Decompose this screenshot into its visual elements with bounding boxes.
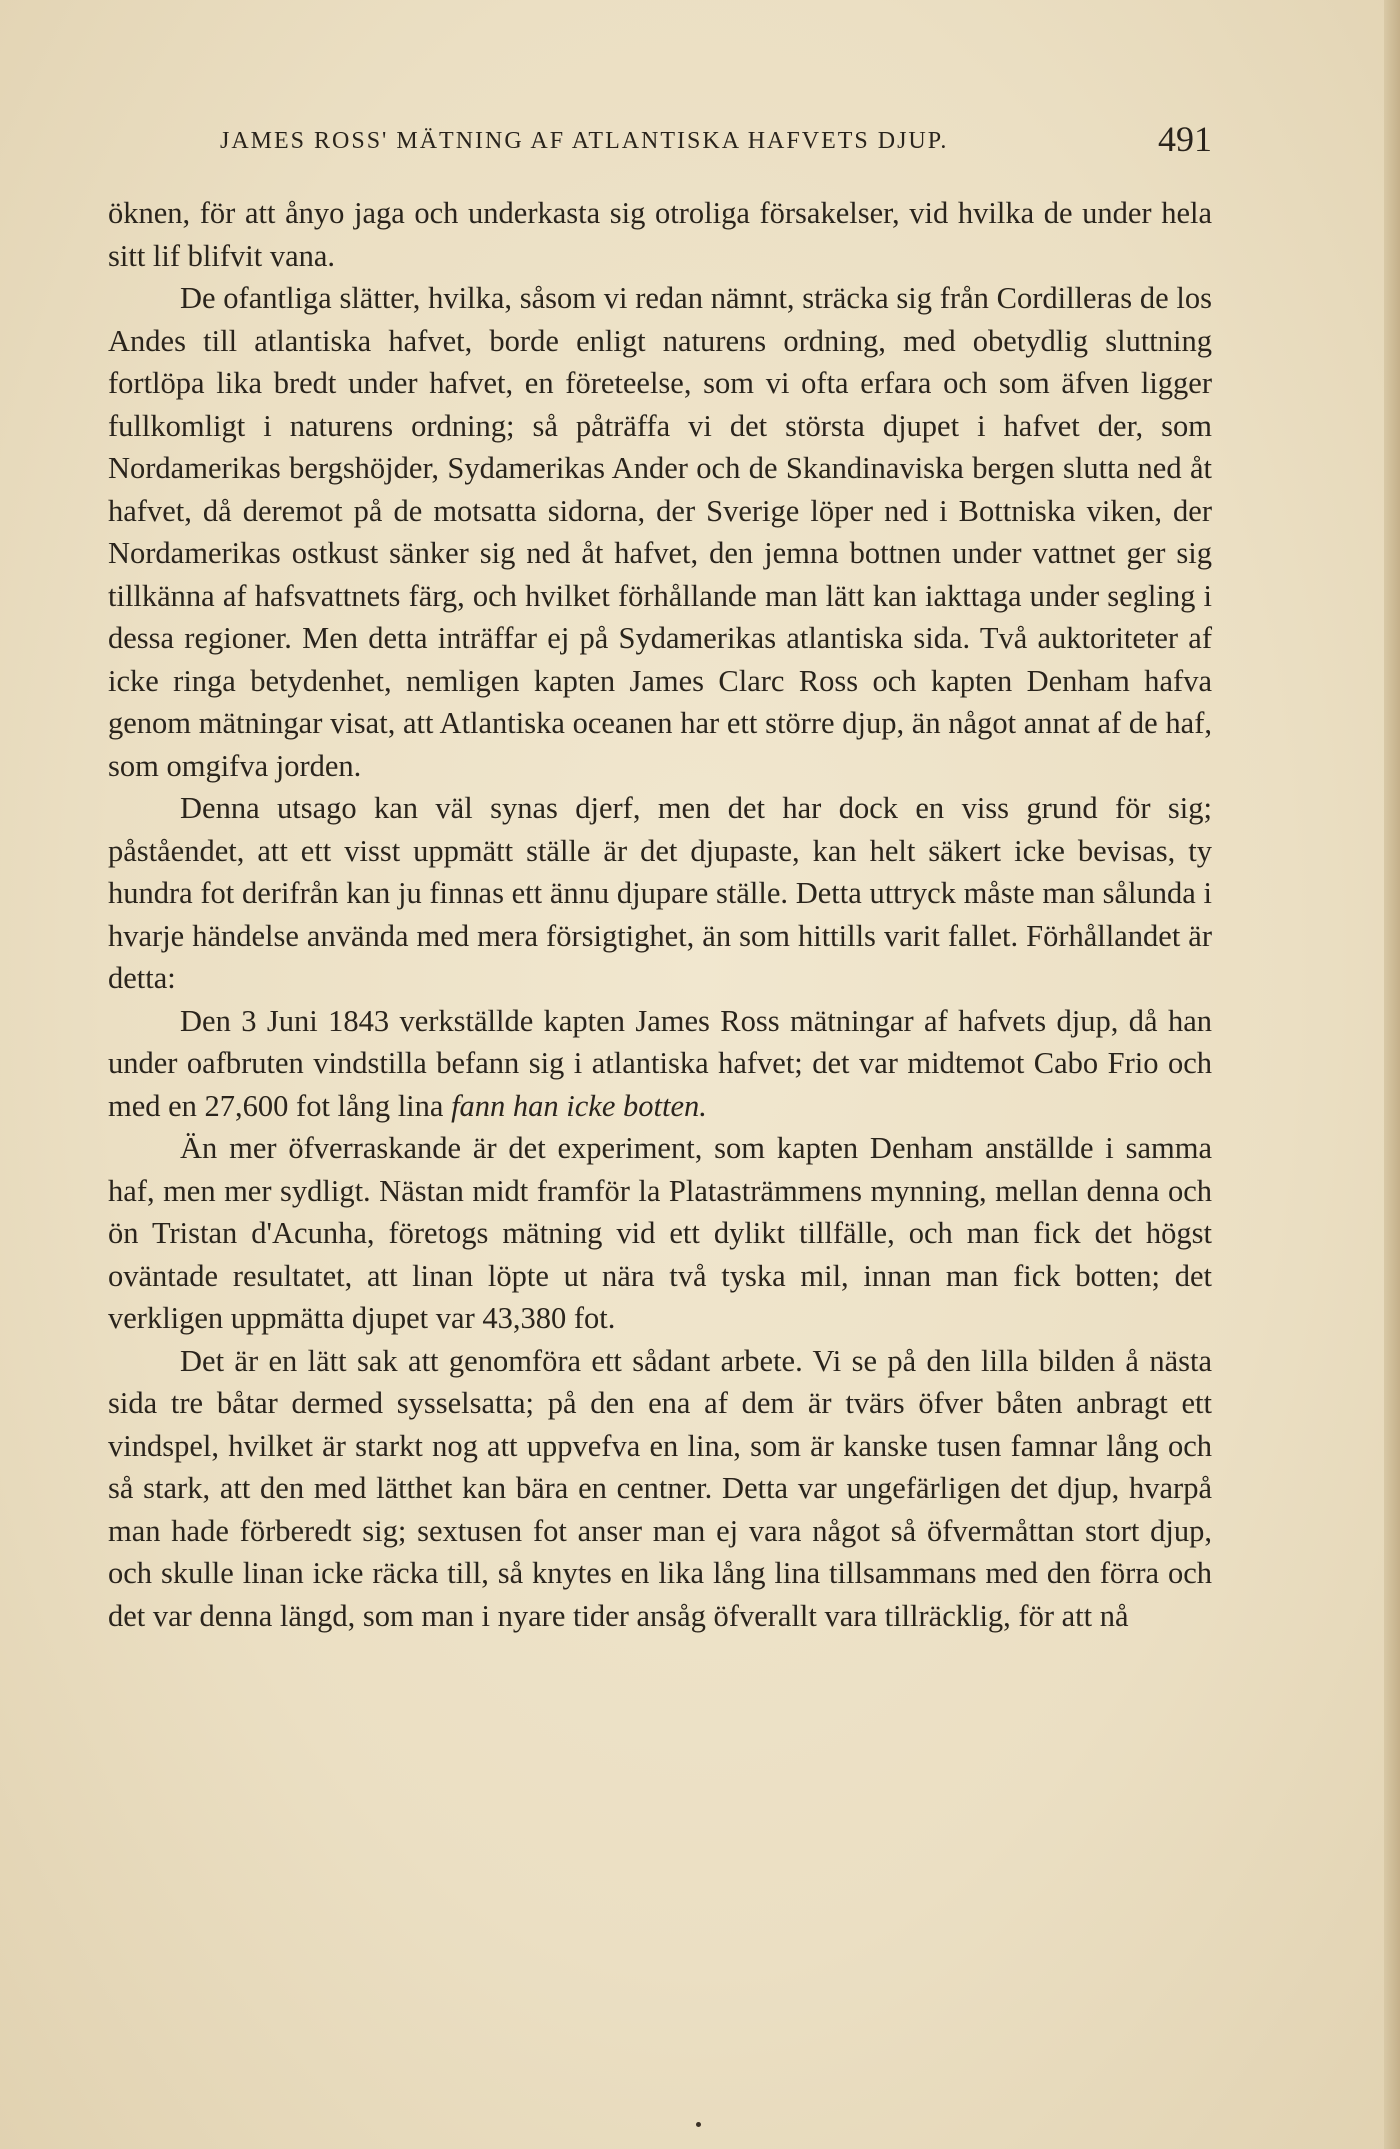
page-number: 491 <box>1158 119 1212 159</box>
body-text <box>108 192 1212 1637</box>
footer-mark <box>696 2122 701 2127</box>
italic-phrase: fann han icke botten. <box>451 1088 707 1123</box>
running-header <box>108 118 1212 168</box>
paragraph-5: Än mer öfverraskande är det experiment, som kapten Denham anställde i samma haf, men mer sydligt. Nästan midt framför la Platasträmmens mynning, mellan denna och ön Tristan d'Acunha, företogs mätning vid ett dylikt tillfälle, och man fick det högst oväntade resultatet, att linan löpte ut nära två tyska mil, innan man fick botten; det verkligen uppmätta djupet var 43,380 fot. <box>108 1131 1212 1335</box>
paragraph-6: Det är en lätt sak att genomföra ett sådant arbete. Vi se på den lilla bilden å nästa sida tre båtar dermed sysselsatta; på den ena af dem är tvärs öfver båten anbragt ett vindspel, hvilket är starkt nog att uppvefva en lina, som är kanske tusen famnar lång och så stark, att den med lätthet kan bära en centner. Detta var ungefärligen det djup, hvarpå man hade förberedt sig; sextusen fot anser man ej vara något så öfvermåttan stort djup, och skulle linan icke räcka till, så knytes en lika lång lina tillsammans med den förra och det var denna längd, som man i nyare tider ansåg öfverallt vara tillräcklig, för att nå <box>108 1343 1212 1633</box>
page-spine-shadow <box>1384 0 1400 2149</box>
paragraph-2: De ofantliga slätter, hvilka, såsom vi redan nämnt, sträcka sig från Cordilleras de los Andes till atlantiska hafvet, borde enligt naturens ordning, med obetydlig sluttning fortlöpa lika bredt under hafvet, en företeelse, som vi ofta erfara och som äfven ligger fullkomligt i naturens ordning; så påträffa vi det största djupet i hafvet der, som Nordamerikas bergshöjder, Sydamerikas Ander och de Skandinaviska bergen slutta ned åt hafvet, då deremot på de motsatta sidorna, der Sverige löper ned i Bottniska viken, der Nordamerikas ostkust sänker sig ned åt hafvet, den jemna bottnen under vattnet ger sig tillkänna af hafsvattnets färg, och hvilket förhållande man lätt kan iakttaga under segling i dessa regioner. Men detta inträffar ej på Sydamerikas atlantiska sida. Två auktoriteter af icke ringa betydenhet, nemligen kapten James Clarc Ross och kapten Denham hafva genom mätningar visat, att Atlantiska oceanen har ett större djup, än något annat af de haf, som omgifva jorden. <box>108 281 1212 783</box>
paragraph-3: Denna utsago kan väl synas djerf, men det har dock en viss grund för sig; påståendet, att ett visst uppmätt ställe är det djupaste, kan helt säkert icke bevisas, ty hundra fot derifrån kan ju finnas ett ännu djupare ställe. Detta uttryck måste man sålunda i hvarje händelse användа med mera försigtighet, än som hittills varit fallet. Förhållandet är detta: <box>108 791 1212 995</box>
running-title: JAMES ROSS' MÄTNING AF ATLANTISKA HAFVETS DJUP. <box>220 128 949 154</box>
paragraph-4: Den 3 Juni 1843 verkställde kapten James Ross mätningar af hafvets djup, då han under oafbruten vindstilla befann sig i atlantiska hafvet; det var midtemot Cabo Frio och med en 27,600 fot lång lina fann han icke botten. <box>108 1003 1212 1123</box>
paragraph-1: öknen, för att ånyo jaga och underkasta sig otroliga försakelser, vid hvilka de under hela sitt lif blifvit vana. <box>108 196 1212 273</box>
